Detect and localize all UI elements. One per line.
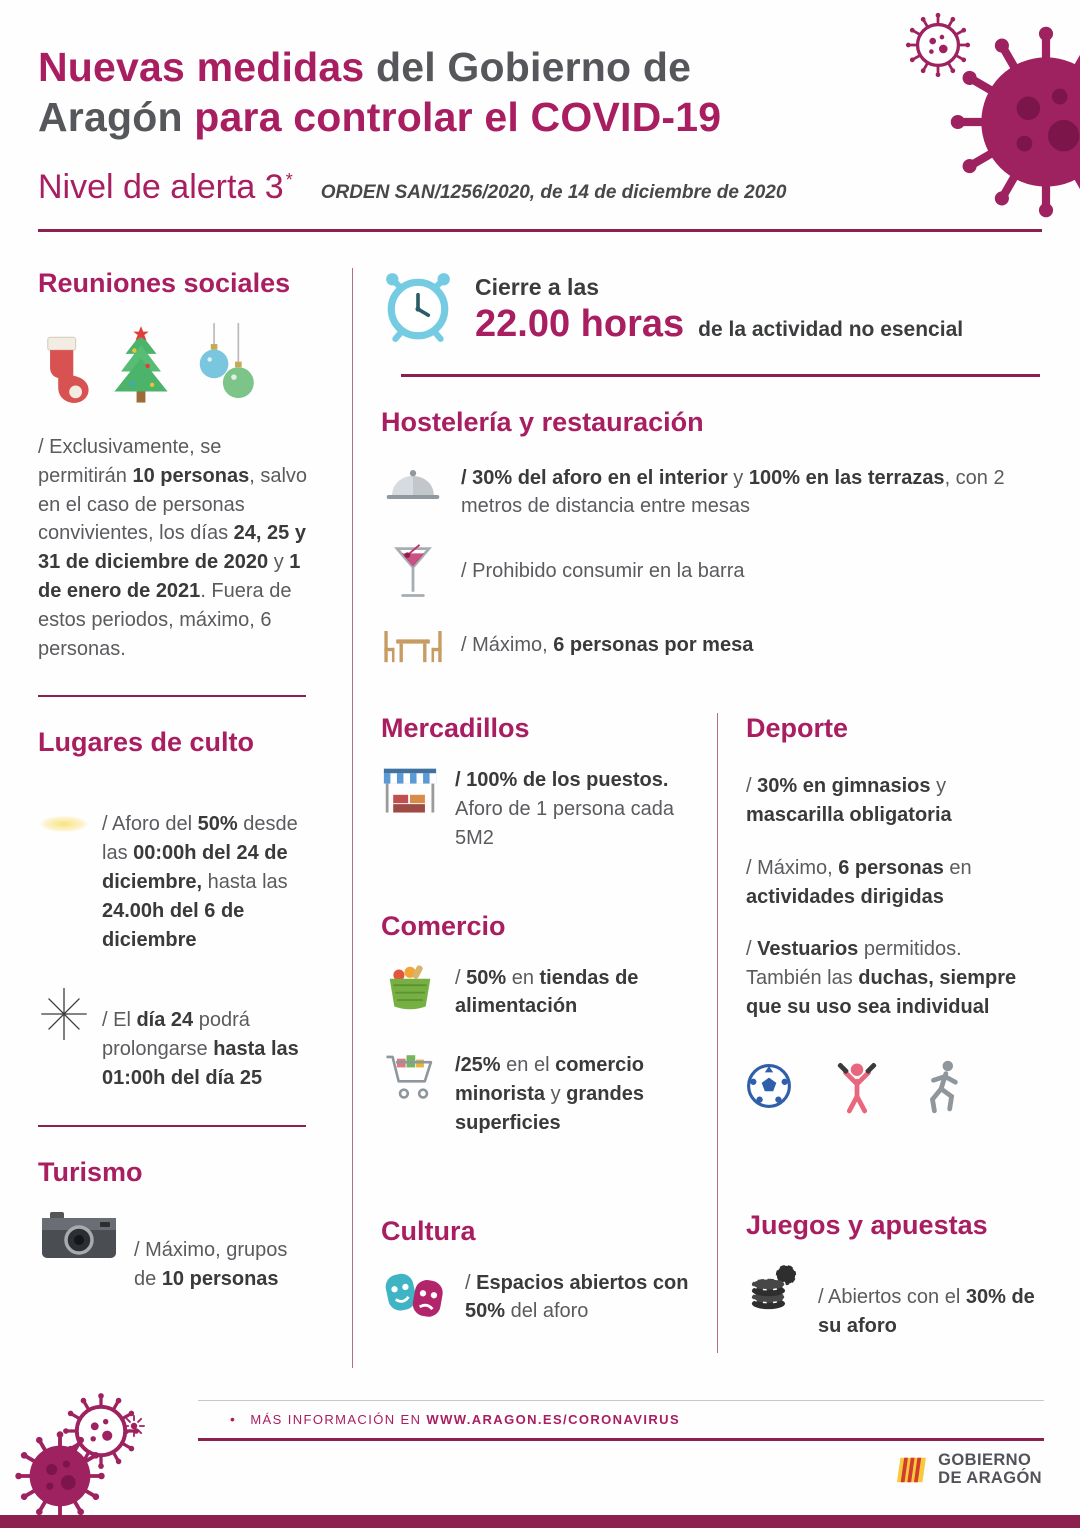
camera-icon bbox=[39, 1210, 119, 1262]
soccer-ball-icon bbox=[746, 1063, 792, 1109]
bullet: • bbox=[230, 1411, 237, 1427]
info-text: MÁS INFORMACIÓN EN bbox=[250, 1412, 427, 1427]
hosteleria-item-text: / Prohibido consumir en la barra bbox=[461, 560, 745, 583]
alert-level: Nivel de alerta 3 * bbox=[38, 168, 293, 207]
main-content bbox=[0, 268, 1080, 1368]
sport-column bbox=[717, 713, 1040, 1353]
sport-icons-row bbox=[746, 1058, 1040, 1114]
cocktail-icon bbox=[391, 543, 435, 603]
market-stall-icon bbox=[382, 766, 438, 818]
header-divider bbox=[38, 229, 1042, 232]
alert-asterisk: * bbox=[285, 169, 293, 190]
juegos-item-text: / Abiertos con el 30% de su aforo bbox=[818, 1285, 1035, 1337]
closure-time: 22.00 horas bbox=[475, 303, 685, 346]
comercio-item bbox=[381, 1051, 699, 1137]
christmas-stocking-icon bbox=[38, 335, 90, 407]
section-title-juegos: Juegos y apuestas bbox=[746, 1209, 988, 1240]
aragon-flag-icon bbox=[895, 1455, 929, 1485]
hosteleria-item bbox=[381, 543, 1040, 603]
runner-icon bbox=[922, 1058, 964, 1114]
candle-glow-icon bbox=[40, 816, 88, 832]
mercadillos-item bbox=[381, 766, 699, 852]
middle-column bbox=[381, 713, 717, 1353]
left-column bbox=[0, 268, 352, 1368]
page-title-line2 bbox=[38, 92, 1042, 142]
virus-spark-icon bbox=[116, 1408, 152, 1444]
logo-line1: GOBIERNO bbox=[938, 1451, 1032, 1469]
christmas-icons-row bbox=[38, 323, 314, 407]
cultura-item bbox=[381, 1269, 699, 1327]
logo-line2: DE ARAGÓN bbox=[938, 1468, 1042, 1487]
closure-scope: de la actividad no esencial bbox=[698, 318, 964, 342]
comercio-item bbox=[381, 964, 699, 1022]
juegos-item bbox=[746, 1263, 1040, 1341]
cultura-item-text: / Espacios abiertos con 50% del aforo bbox=[465, 1271, 689, 1323]
alert-row bbox=[38, 168, 1042, 207]
deporte-item-text: / 30% en gimnasios y mascarilla obligatoria bbox=[746, 775, 952, 826]
christmas-baubles-icon bbox=[192, 323, 256, 407]
comercio-item-text: / 50% en tiendas de alimentación bbox=[455, 966, 639, 1018]
section-divider bbox=[401, 374, 1040, 377]
section-title-mercadillos: Mercadillos bbox=[381, 713, 530, 744]
star-icon bbox=[38, 986, 90, 1042]
info-url: WWW.ARAGON.ES/CORONAVIRUS bbox=[426, 1412, 681, 1427]
hosteleria-item bbox=[381, 464, 1040, 522]
comercio-item-text: /25% en el comercio minorista y grandes superficies bbox=[455, 1054, 645, 1134]
title-plain: del Gobierno de bbox=[364, 44, 692, 90]
turismo-item bbox=[38, 1210, 314, 1294]
food-cloche-icon bbox=[384, 464, 442, 506]
deporte-item-text: / Vestuarios permitidos. También las duchas, siempre que su uso sea individual bbox=[746, 938, 1017, 1018]
culto-item-text: / Aforo del 50% desde las 00:00h del 24 de diciembre, hasta las 24.00h del 6 de diciembre bbox=[102, 813, 298, 951]
page-title bbox=[38, 42, 1042, 92]
reuniones-body: / Exclusivamente, se permitirán 10 personas, salvo en el caso de personas convivientes, los días 24, 25 y 31 de diciembre de 2020 y 1 de enero de 2021. Fuera de estos periodos, máximo, 6 personas. bbox=[38, 436, 308, 660]
title-accent: para controlar el COVID-19 bbox=[194, 94, 722, 141]
order-reference: ORDEN SAN/1256/2020, de 14 de diciembre de 2020 bbox=[320, 182, 787, 204]
alarm-clock-icon bbox=[381, 270, 455, 344]
title-accent: Nuevas medidas bbox=[38, 44, 365, 90]
turismo-item-text: / Máximo, grupos de 10 personas bbox=[134, 1238, 288, 1290]
section-divider bbox=[38, 695, 306, 697]
more-info-band bbox=[198, 1400, 1044, 1441]
closure-notice bbox=[381, 270, 1040, 346]
right-area bbox=[352, 268, 1080, 1368]
table-chairs-icon bbox=[381, 625, 445, 669]
hosteleria-item-text: / 30% del aforo en el interior y 100% en las terrazas, con 2 metros de distancia entre mesas bbox=[461, 466, 1005, 518]
header bbox=[0, 0, 1080, 232]
mercadillos-item-text: / 100% de los puestos. Aforo de 1 persona cada 5M2 bbox=[455, 769, 675, 849]
lower-columns bbox=[381, 713, 1040, 1353]
weightlifter-icon bbox=[834, 1058, 880, 1114]
theater-masks-icon bbox=[382, 1269, 448, 1321]
culto-item bbox=[38, 980, 314, 1092]
coronavirus-icon bbox=[14, 1430, 106, 1522]
culto-item bbox=[38, 784, 314, 954]
deporte-item-text: / Máximo, 6 personas en actividades dirigidas bbox=[746, 856, 972, 908]
christmas-tree-icon bbox=[110, 325, 172, 407]
gobierno-aragon-logo bbox=[895, 1452, 1042, 1488]
grocery-basket-icon bbox=[384, 964, 436, 1012]
closure-intro: Cierre a las bbox=[475, 274, 600, 301]
poker-chips-icon bbox=[748, 1263, 800, 1311]
section-title-reuniones: Reuniones sociales bbox=[38, 268, 291, 299]
section-title-cultura: Cultura bbox=[381, 1215, 476, 1246]
section-title-deporte: Deporte bbox=[746, 713, 849, 744]
hosteleria-item bbox=[381, 625, 1040, 669]
section-title-turismo: Turismo bbox=[38, 1156, 143, 1187]
bottom-bar bbox=[0, 1515, 1080, 1528]
title-plain: Aragón bbox=[38, 94, 195, 141]
section-title-culto: Lugares de culto bbox=[38, 727, 255, 758]
culto-item-text: / El día 24 podrá prolongarse hasta las 01:00h del día 25 bbox=[102, 1009, 299, 1089]
section-divider bbox=[38, 1125, 306, 1127]
hosteleria-item-text: / Máximo, 6 personas por mesa bbox=[461, 634, 754, 657]
shopping-cart-icon bbox=[383, 1051, 437, 1103]
section-title-comercio: Comercio bbox=[381, 910, 506, 941]
section-title-hosteleria: Hostelería y restauración bbox=[381, 406, 704, 437]
